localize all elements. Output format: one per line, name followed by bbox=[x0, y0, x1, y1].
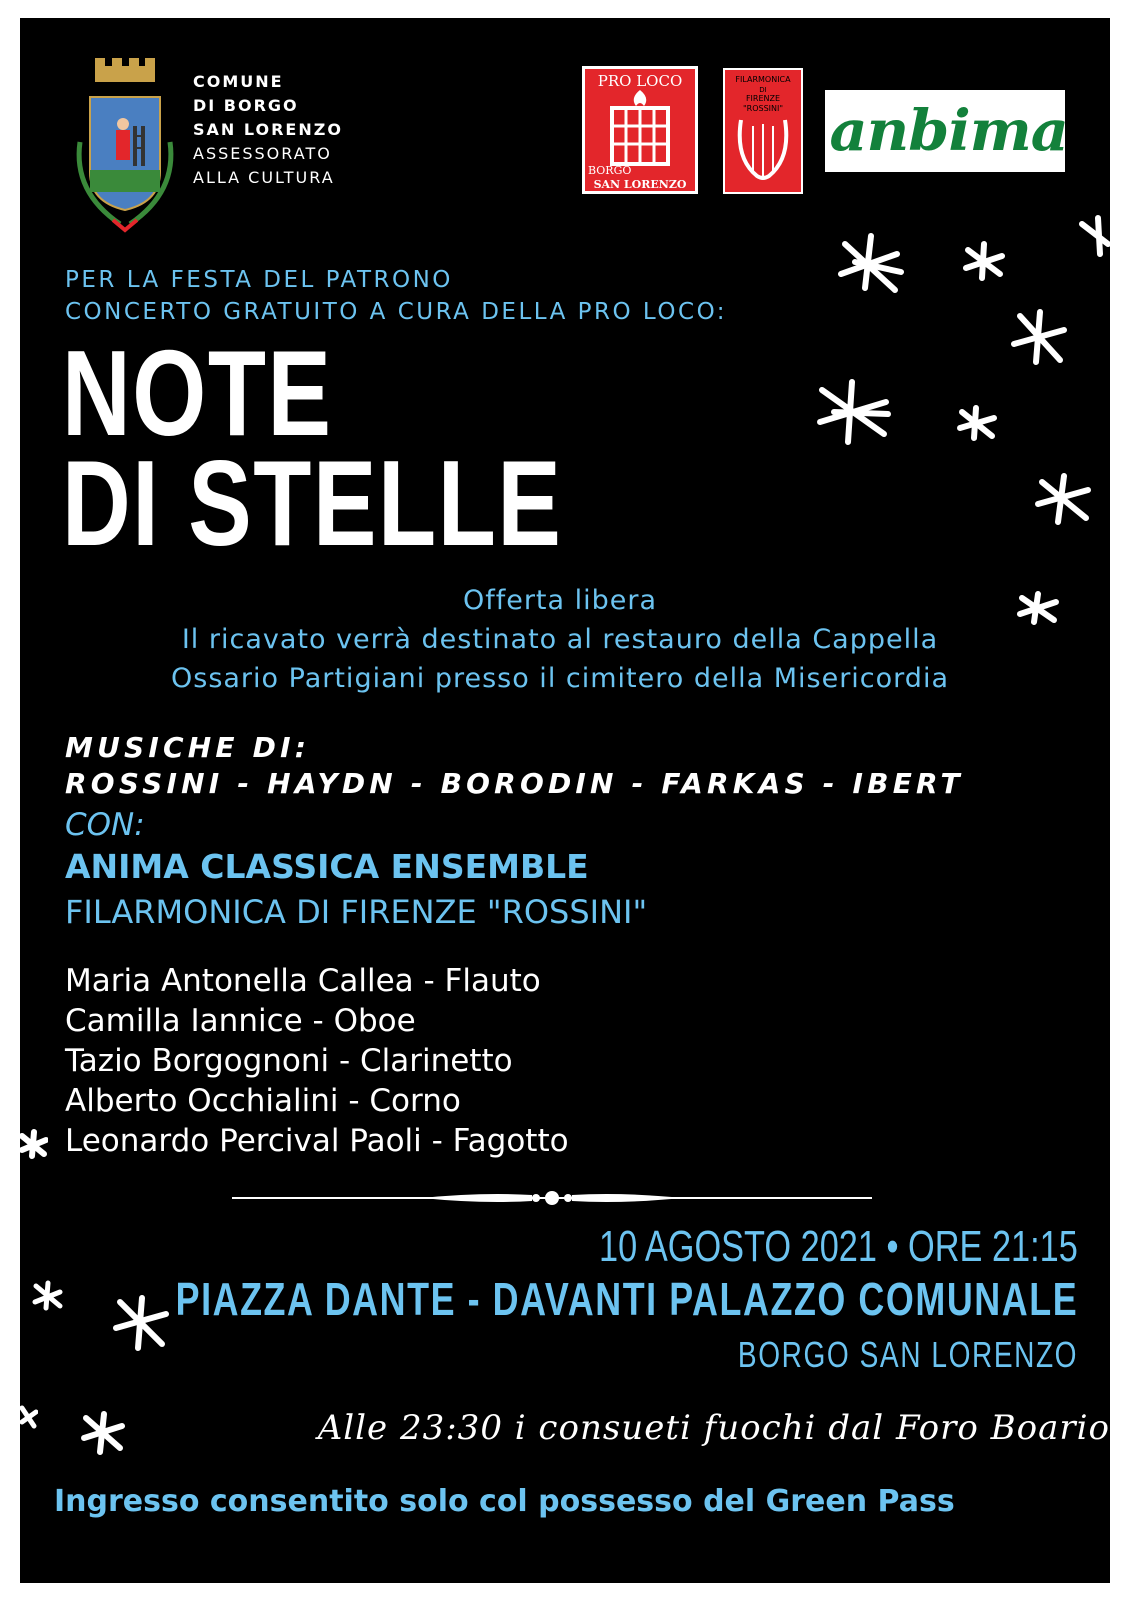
filarmonica-logo bbox=[723, 68, 803, 194]
star-icon bbox=[835, 232, 907, 298]
proloco-label: PRO LOCO bbox=[597, 72, 683, 90]
crest-icon bbox=[65, 52, 185, 237]
list-item: Alberto Occhialini - Corno bbox=[65, 1083, 461, 1119]
proloco-town-top: BORGO bbox=[588, 164, 632, 177]
intro-block bbox=[65, 264, 727, 328]
star-icon bbox=[32, 1280, 64, 1312]
offer-line: Offerta libera bbox=[462, 585, 658, 616]
poster bbox=[20, 18, 1110, 1583]
players-list bbox=[65, 961, 569, 1161]
page-title bbox=[62, 325, 563, 571]
title-line: NOTE bbox=[62, 325, 333, 461]
offer-line: Il ricavato verrà destinato al restauro della Cappella bbox=[181, 624, 939, 655]
star-icon bbox=[112, 1294, 170, 1352]
offer-line: Ossario Partigiani presso il cimitero della Misericordia bbox=[171, 663, 949, 694]
filarmonica-line1: FILARMONICA bbox=[735, 75, 791, 84]
star-icon bbox=[814, 378, 892, 446]
composers-list: ROSSINI - HAYDN - BORODIN - FARKAS - IBERT bbox=[65, 767, 964, 800]
star-icon bbox=[1034, 472, 1092, 526]
comune-line: DI BORGO bbox=[193, 96, 299, 115]
star-icon bbox=[956, 404, 998, 442]
divider-ornament bbox=[232, 1183, 872, 1213]
assessorato-line: ASSESSORATO bbox=[193, 144, 332, 163]
music-block bbox=[65, 730, 964, 802]
intro-line: CONCERTO GRATUITO A CURA DELLA PRO LOCO: bbox=[65, 299, 728, 325]
filarmonica-line3: FIRENZE bbox=[745, 94, 781, 103]
event-town: BORGO SAN LORENZO bbox=[737, 1334, 1078, 1375]
star-icon bbox=[80, 1410, 126, 1456]
offer-block bbox=[90, 581, 1030, 698]
list-item: Tazio Borgognoni - Clarinetto bbox=[65, 1043, 513, 1079]
comune-line: SAN LORENZO bbox=[193, 120, 343, 139]
anbima-logo bbox=[825, 90, 1068, 172]
ensemble-name: ANIMA CLASSICA ENSEMBLE bbox=[65, 847, 589, 886]
fireworks-note: Alle 23:30 i consueti fuochi dal Foro Boario bbox=[317, 1408, 1110, 1448]
star-icon bbox=[1078, 214, 1110, 258]
intro-line: PER LA FESTA DEL PATRONO bbox=[65, 267, 453, 293]
list-item: Maria Antonella Callea - Flauto bbox=[65, 963, 541, 999]
con-label: CON: bbox=[65, 807, 145, 843]
star-icon bbox=[1010, 308, 1068, 368]
proloco-town-bottom: SAN LORENZO bbox=[593, 178, 687, 191]
comune-block bbox=[193, 70, 343, 190]
star-icon bbox=[962, 240, 1006, 282]
filarmonica-name: FILARMONICA DI FIRENZE "ROSSINI" bbox=[65, 893, 648, 931]
music-label: MUSICHE DI: bbox=[65, 731, 311, 764]
star-icon bbox=[20, 1402, 38, 1432]
assessorato-line: ALLA CULTURA bbox=[193, 168, 335, 187]
list-item: Camilla Iannice - Oboe bbox=[65, 1003, 416, 1039]
filarmonica-line2: DI bbox=[759, 86, 767, 94]
green-pass-notice: Ingresso consentito solo col possesso del Green Pass bbox=[54, 1484, 955, 1519]
pro-loco-logo bbox=[582, 66, 698, 194]
anbima-label: anbima bbox=[829, 98, 1068, 164]
list-item: Leonardo Percival Paoli - Fagotto bbox=[65, 1123, 569, 1159]
filarmonica-line4: "ROSSINI" bbox=[742, 104, 784, 113]
title-line: DI STELLE bbox=[62, 435, 563, 571]
event-place: PIAZZA DANTE - DAVANTI PALAZZO COMUNALE bbox=[175, 1273, 1078, 1325]
comune-line: COMUNE bbox=[193, 72, 284, 91]
star-icon bbox=[20, 1128, 48, 1160]
event-date-time: 10 AGOSTO 2021 • ORE 21:15 bbox=[599, 1222, 1078, 1271]
